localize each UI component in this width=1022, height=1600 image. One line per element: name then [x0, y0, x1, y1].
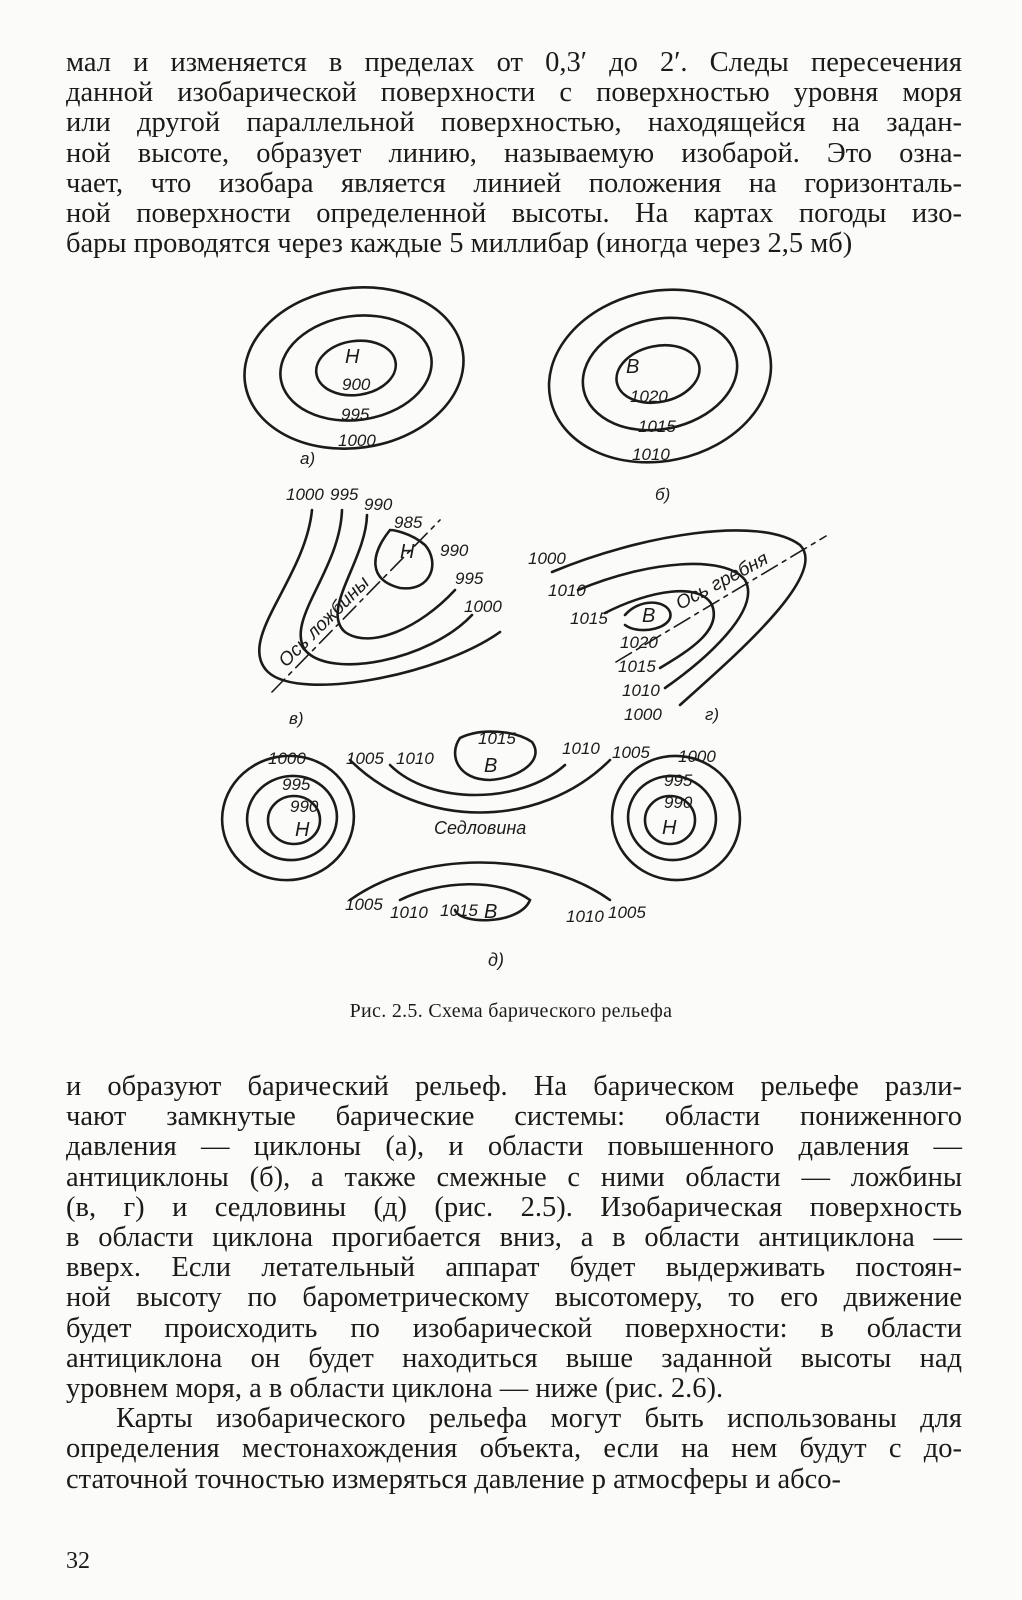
text-line: и образуют барический рельеф. На барическом рельефе разли-: [66, 1071, 962, 1102]
panel-b-isobars: [533, 270, 787, 483]
panel-g-center-label: В: [642, 605, 656, 627]
page-number: 32: [66, 1548, 90, 1574]
panel-d-isobar-label: 995: [664, 771, 693, 790]
panel-v-label: в): [289, 709, 304, 728]
panel-g-isobar-label: 1000: [528, 549, 566, 568]
panel-v-isobar-label: 1000: [464, 597, 502, 616]
panel-b-isobar-label: 1015: [638, 417, 676, 436]
panel-d-isobar-label: 1000: [678, 747, 716, 766]
panel-b-label: б): [655, 485, 671, 504]
panel-b-isobar-label: 1020: [630, 387, 668, 406]
panel-d-isobars: [212, 732, 750, 921]
text-line: вверх. Если летательный аппарат будет выдерживать постоян-: [66, 1252, 962, 1284]
text-line: данной изобарической поверхности с поверхностью уровня моря: [66, 77, 962, 109]
text-line: мал и изменяется в пределах от 0,3′ до 2′. Следы пересечения: [66, 47, 962, 78]
panel-v-center-label: Н: [400, 541, 415, 563]
panel-b-isobar-label: 1010: [632, 445, 670, 464]
panel-d-isobar-label: 990: [664, 793, 693, 812]
text-line: статочной точностью измеряться давление p атмосферы и абсо-: [66, 1463, 841, 1495]
panel-v-isobar-label: 990: [364, 495, 393, 514]
ridge-axis-line: [616, 536, 826, 662]
panel-g-isobar-label: 1015: [618, 657, 656, 676]
text-line: антициклона он будет находиться выше заданной высоты над: [66, 1342, 962, 1374]
text-line: давления — циклоны (а), и области повышенного давления —: [66, 1131, 962, 1163]
text-line: ной поверхности определенной высоты. На картах погоды изо-: [66, 198, 962, 230]
panel-d-top-high-center: В: [484, 755, 498, 777]
panel-g-isobar-label: 1010: [548, 581, 586, 600]
top-paragraph: [66, 48, 962, 259]
panel-b-center-label: В: [626, 356, 640, 378]
panel-v-isobar-label: 1000: [286, 485, 324, 504]
figure-caption: Рис. 2.5. Схема барического рельефа: [349, 1000, 673, 1022]
panel-d-isobar-label: 1005: [345, 895, 383, 914]
panel-d-isobar-label: 1000: [268, 749, 306, 768]
panel-d-isobar-label: 1010: [396, 749, 434, 768]
panel-d-isobar-label: 995: [282, 775, 311, 794]
panel-d-isobar-label: 1010: [562, 739, 600, 758]
panel-a-center-label: Н: [345, 346, 360, 368]
text-line: или другой параллельной поверхностью, находящейся на задан-: [66, 107, 962, 139]
panel-d-isobar-label: 1005: [608, 903, 646, 922]
text-line: уровнем моря, а в области циклона — ниже (рис. 2.6).: [66, 1373, 724, 1405]
trough-axis-line: [272, 520, 440, 692]
text-line: ной высоту по барометрическому высотомеру, то его движение: [66, 1282, 962, 1314]
panel-g-isobars: [552, 530, 806, 705]
text-line: бары проводятся через каждые 5 миллибар (иногда через 2,5 мб): [66, 228, 853, 260]
panel-a-isobar-label: 900: [342, 375, 371, 394]
panel-d-isobar-label: 1015: [478, 729, 516, 748]
panel-v-isobar-label: 990: [440, 541, 469, 560]
text-line: Карты изобарического рельефа могут быть использованы для: [116, 1403, 962, 1435]
panel-d-bottom-high-center: В: [484, 901, 498, 923]
panel-v-isobar-label: 995: [330, 485, 359, 504]
panel-d-right-low-center: Н: [662, 817, 677, 839]
panel-a-label: а): [300, 449, 316, 468]
panel-a-isobar-label: 995: [341, 405, 370, 424]
trough-axis-label: Ось ложбины: [274, 572, 374, 672]
panel-v-isobar-label: 995: [455, 569, 484, 588]
ridge-axis-label: Ось гребня: [672, 548, 772, 615]
panel-g-isobar-label: 1020: [620, 633, 658, 652]
text-line: ной высоте, образует линию, называемую изобарой. Это озна-: [66, 137, 962, 169]
text-line: чает, что изобара является линией положения на горизонталь-: [66, 167, 962, 199]
panel-g-label: г): [705, 705, 720, 724]
bottom-paragraph: [66, 1072, 962, 1495]
saddle-label: Седловина: [434, 818, 527, 838]
panel-d-left-low-center: Н: [295, 819, 310, 841]
panel-d-isobar-label: 1005: [612, 743, 650, 762]
panel-g-isobar-label: 1000: [624, 705, 662, 724]
panel-v-isobars: [259, 510, 500, 685]
panel-d-isobar-label: 1010: [390, 903, 428, 922]
panel-d-isobar-label: 1010: [566, 907, 604, 926]
text-line: чают замкнутые барические системы: области пониженного: [66, 1101, 962, 1133]
text-line: антициклоны (б), а также смежные с ними области — ложбины: [66, 1161, 962, 1193]
panel-v-isobar-label: 985: [394, 513, 423, 532]
text-line: (в, г) и седловины (д) (рис. 2.5). Изобарическая поверхность: [66, 1191, 962, 1223]
panel-d-label: д): [488, 950, 504, 970]
panel-a-isobar-label: 1000: [338, 431, 376, 450]
panel-g-isobar-label: 1010: [622, 681, 660, 700]
panel-d-isobar-label: 990: [290, 797, 319, 816]
panel-d-isobar-label: 1005: [346, 749, 384, 768]
text-line: будет происходить по изобарической поверхности: в области: [66, 1312, 962, 1344]
panel-d-isobar-label: 1015: [440, 901, 478, 920]
text-line: определения местонахождения объекта, если на нем будут с до-: [66, 1433, 962, 1465]
panel-a-isobars: [234, 273, 474, 462]
panel-g-isobar-label: 1015: [570, 609, 608, 628]
text-line: в области циклона прогибается вниз, а в области антициклона —: [66, 1222, 962, 1254]
